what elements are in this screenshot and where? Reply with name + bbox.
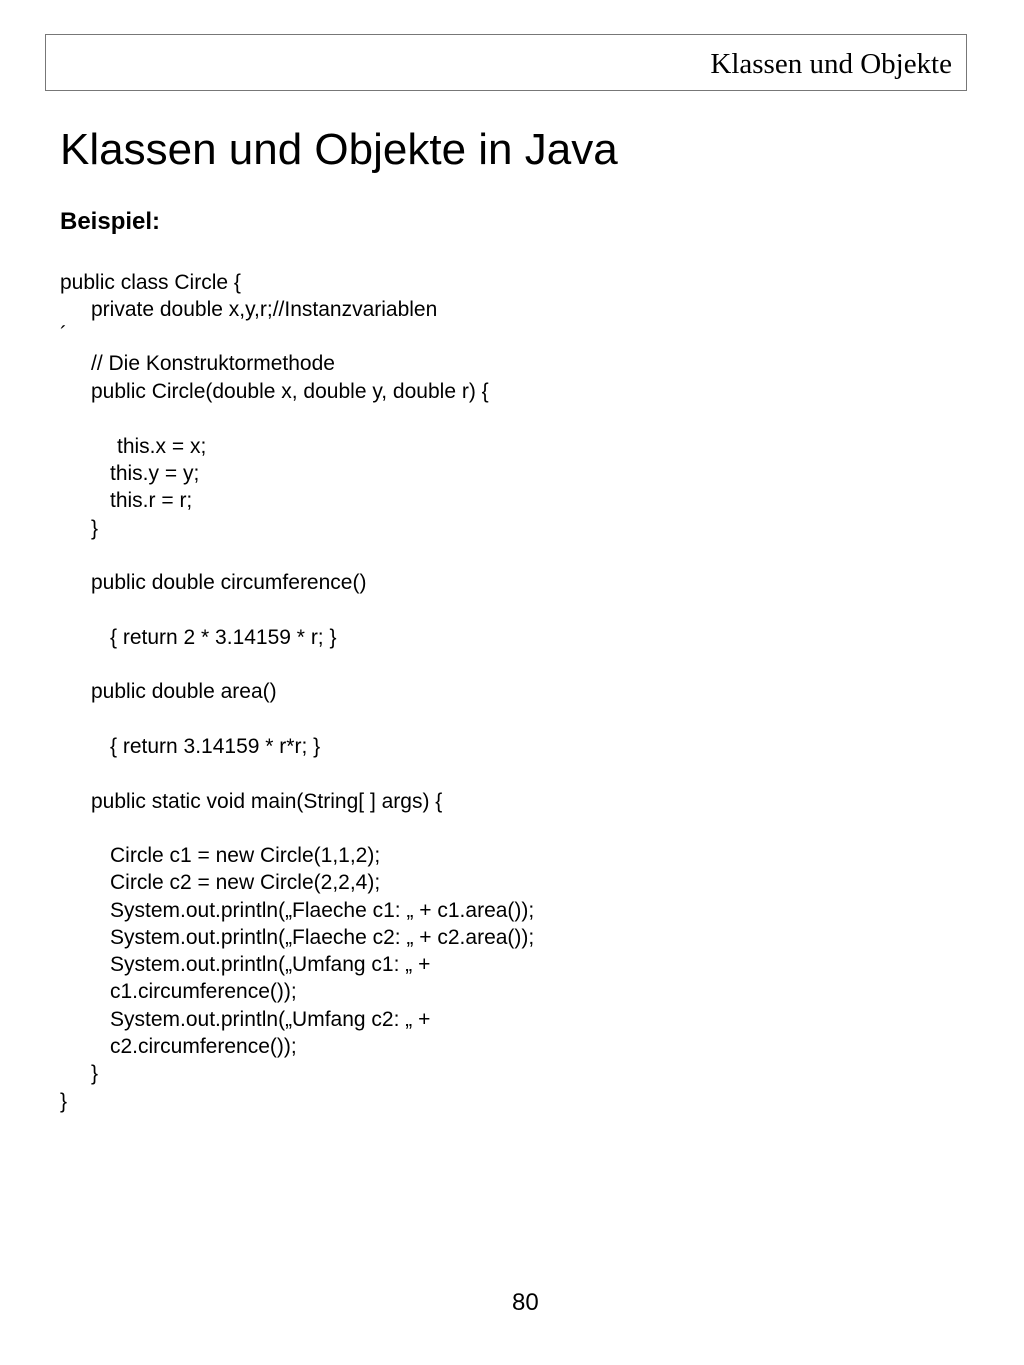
code-line: c1.circumference()); <box>110 980 297 1003</box>
code-line: } <box>91 517 99 540</box>
code-line: } <box>91 1062 99 1085</box>
code-line: System.out.println(„Flaeche c2: „ + c2.area()); <box>110 926 535 949</box>
section-subtitle: Beispiel: <box>60 208 161 235</box>
page-number: 80 <box>512 1289 539 1316</box>
code-line: public class Circle { <box>60 271 241 294</box>
code-line: public double circumference() <box>91 571 367 594</box>
code-line: { return 3.14159 * r*r; } <box>110 735 321 758</box>
code-line: Circle c1 = new Circle(1,1,2); <box>110 844 381 867</box>
code-line: c2.circumference()); <box>110 1035 297 1058</box>
code-line: public Circle(double x, double y, double r) { <box>91 380 489 403</box>
page-title: Klassen und Objekte in Java <box>60 125 618 174</box>
code-line: { return 2 * 3.14159 * r; } <box>110 626 337 649</box>
code-line: System.out.println(„Umfang c1: „ + <box>110 953 431 976</box>
code-line: ´ <box>60 323 67 346</box>
code-line: Circle c2 = new Circle(2,2,4); <box>110 871 381 894</box>
code-line: public double area() <box>91 680 277 703</box>
code-line: // Die Konstruktormethode <box>91 352 335 375</box>
code-line: public static void main(String[ ] args) { <box>91 790 443 813</box>
page-header <box>45 34 967 91</box>
code-line: System.out.println(„Umfang c2: „ + <box>110 1008 431 1031</box>
code-line: this.y = y; <box>110 462 200 485</box>
code-line: this.x = x; <box>117 435 207 458</box>
code-line: System.out.println(„Flaeche c1: „ + c1.area()); <box>110 899 535 922</box>
header-title: Klassen und Objekte <box>710 48 952 80</box>
code-line: } <box>60 1090 68 1113</box>
code-line: private double x,y,r;//Instanzvariablen <box>91 298 438 321</box>
code-line: this.r = r; <box>110 489 193 512</box>
